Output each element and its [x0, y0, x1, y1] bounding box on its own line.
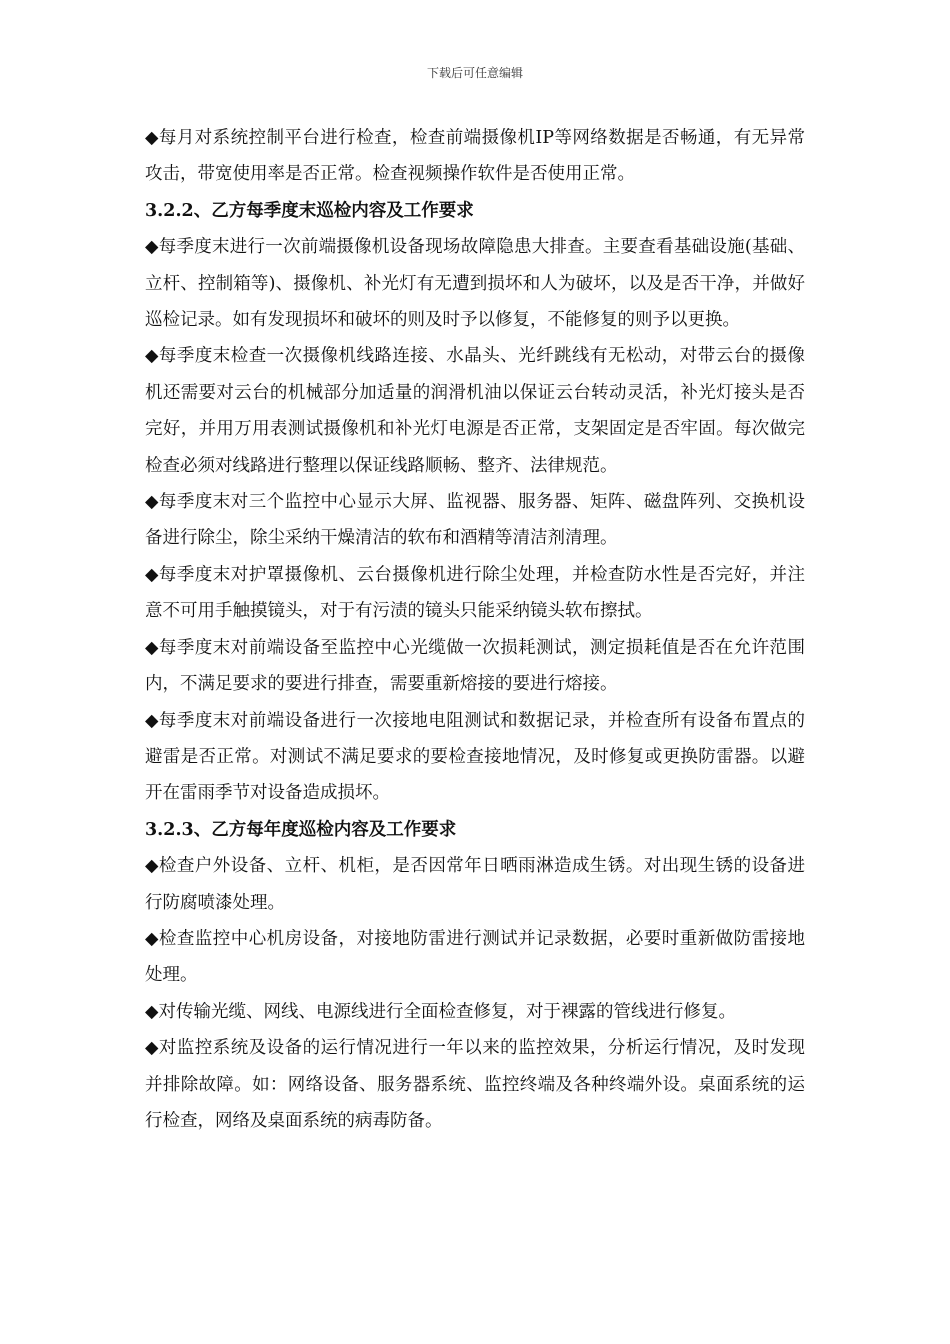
paragraph-text: 每季度末对前端设备至监控中心光缆做一次损耗测试，测定损耗值是否在允许范围内，不满足要求的要进行排查，需要重新熔接的要进行熔接。 [145, 637, 805, 695]
paragraph-9 [145, 921, 805, 994]
paragraph-2 [145, 229, 805, 338]
paragraph-text: 每季度末对护罩摄像机、云台摄像机进行除尘处理，并检查防水性是否完好，并注意不可用手触摸镜头，对于有污渍的镜头只能采纳镜头软布擦拭。 [145, 564, 805, 622]
diamond-bullet-icon: ◆ [145, 928, 159, 949]
paragraph-3 [145, 338, 805, 484]
document-body [145, 120, 805, 1139]
paragraph-text: 每季度末检查一次摄像机线路连接、水晶头、光纤跳线有无松动，对带云台的摄像机还需要对云台的机械部分加适量的润滑机油以保证云台转动灵活，补光灯接头是否完好，并用万用表测试摄像机和补光灯电源是否正常，支架固定是否牢固。每次做完检查必须对线路进行整理以保证线路顺畅、整齐、法律规范。 [145, 346, 805, 476]
paragraph-10 [145, 994, 805, 1030]
diamond-bullet-icon: ◆ [145, 237, 159, 258]
diamond-bullet-icon: ◆ [145, 1038, 159, 1059]
paragraph-5 [145, 557, 805, 630]
diamond-bullet-icon: ◆ [145, 637, 159, 658]
paragraph-text: 对监控系统及设备的运行情况进行一年以来的监控效果，分析运行情况，及时发现并排除故障。如：网络设备、服务器系统、监控终端及各种终端外设。桌面系统的运行检查，网络及桌面系统的病毒防备。 [145, 1038, 805, 1131]
diamond-bullet-icon: ◆ [145, 710, 159, 731]
paragraph-text: 每季度末对前端设备进行一次接地电阻测试和数据记录，并检查所有设备布置点的避雷是否正常。对测试不满足要求的要检查接地情况，及时修复或更换防雷器。以避开在雷雨季节对设备造成损坏。 [145, 710, 805, 804]
diamond-bullet-icon: ◆ [145, 492, 159, 513]
diamond-bullet-icon: ◆ [145, 346, 159, 367]
diamond-bullet-icon: ◆ [145, 564, 159, 585]
paragraph-text: 检查户外设备、立杆、机柜，是否因常年日晒雨淋造成生锈。对出现生锈的设备进行防腐喷漆处理。 [145, 856, 805, 913]
diamond-bullet-icon: ◆ [145, 856, 159, 877]
paragraph-text: 每季度末进行一次前端摄像机设备现场故障隐患大排查。主要查看基础设施(基础、立杆、控制箱等)、摄像机、补光灯有无遭到损坏和人为破坏，以及是否干净，并做好巡检记录。如有发现损坏和破坏的则及时予以修复，不能修复的则予以更换。 [145, 237, 805, 331]
section-heading-3-2-3: 3.2.3、乙方每年度巡检内容及工作要求 [145, 819, 457, 840]
diamond-bullet-icon: ◆ [145, 1001, 159, 1022]
paragraph-1 [145, 120, 805, 193]
section-heading-3-2-2: 3.2.2、乙方每季度末巡检内容及工作要求 [145, 200, 474, 221]
paragraph-7 [145, 703, 805, 812]
paragraph-text: 检查监控中心机房设备，对接地防雷进行测试并记录数据，必要时重新做防雷接地处理。 [145, 928, 805, 986]
paragraph-text: 对传输光缆、网线、电源线进行全面检查修复，对于裸露的管线进行修复。 [158, 1001, 736, 1022]
paragraph-11 [145, 1030, 805, 1139]
paragraph-text: 每月对系统控制平台进行检查，检查前端摄像机IP等网络数据是否畅通，有无异常攻击，带宽使用率是否正常。检查视频操作软件是否使用正常。 [145, 128, 805, 185]
diamond-bullet-icon: ◆ [145, 128, 159, 148]
page-header: 下载后可任意编辑 [426, 66, 523, 80]
paragraph-text: 每季度末对三个监控中心显示大屏、监视器、服务器、矩阵、磁盘阵列、交换机设备进行除尘，除尘采纳干燥清洁的软布和酒精等清洁剂清理。 [145, 492, 805, 549]
paragraph-8 [145, 848, 805, 921]
paragraph-4 [145, 484, 805, 557]
paragraph-6 [145, 630, 805, 703]
